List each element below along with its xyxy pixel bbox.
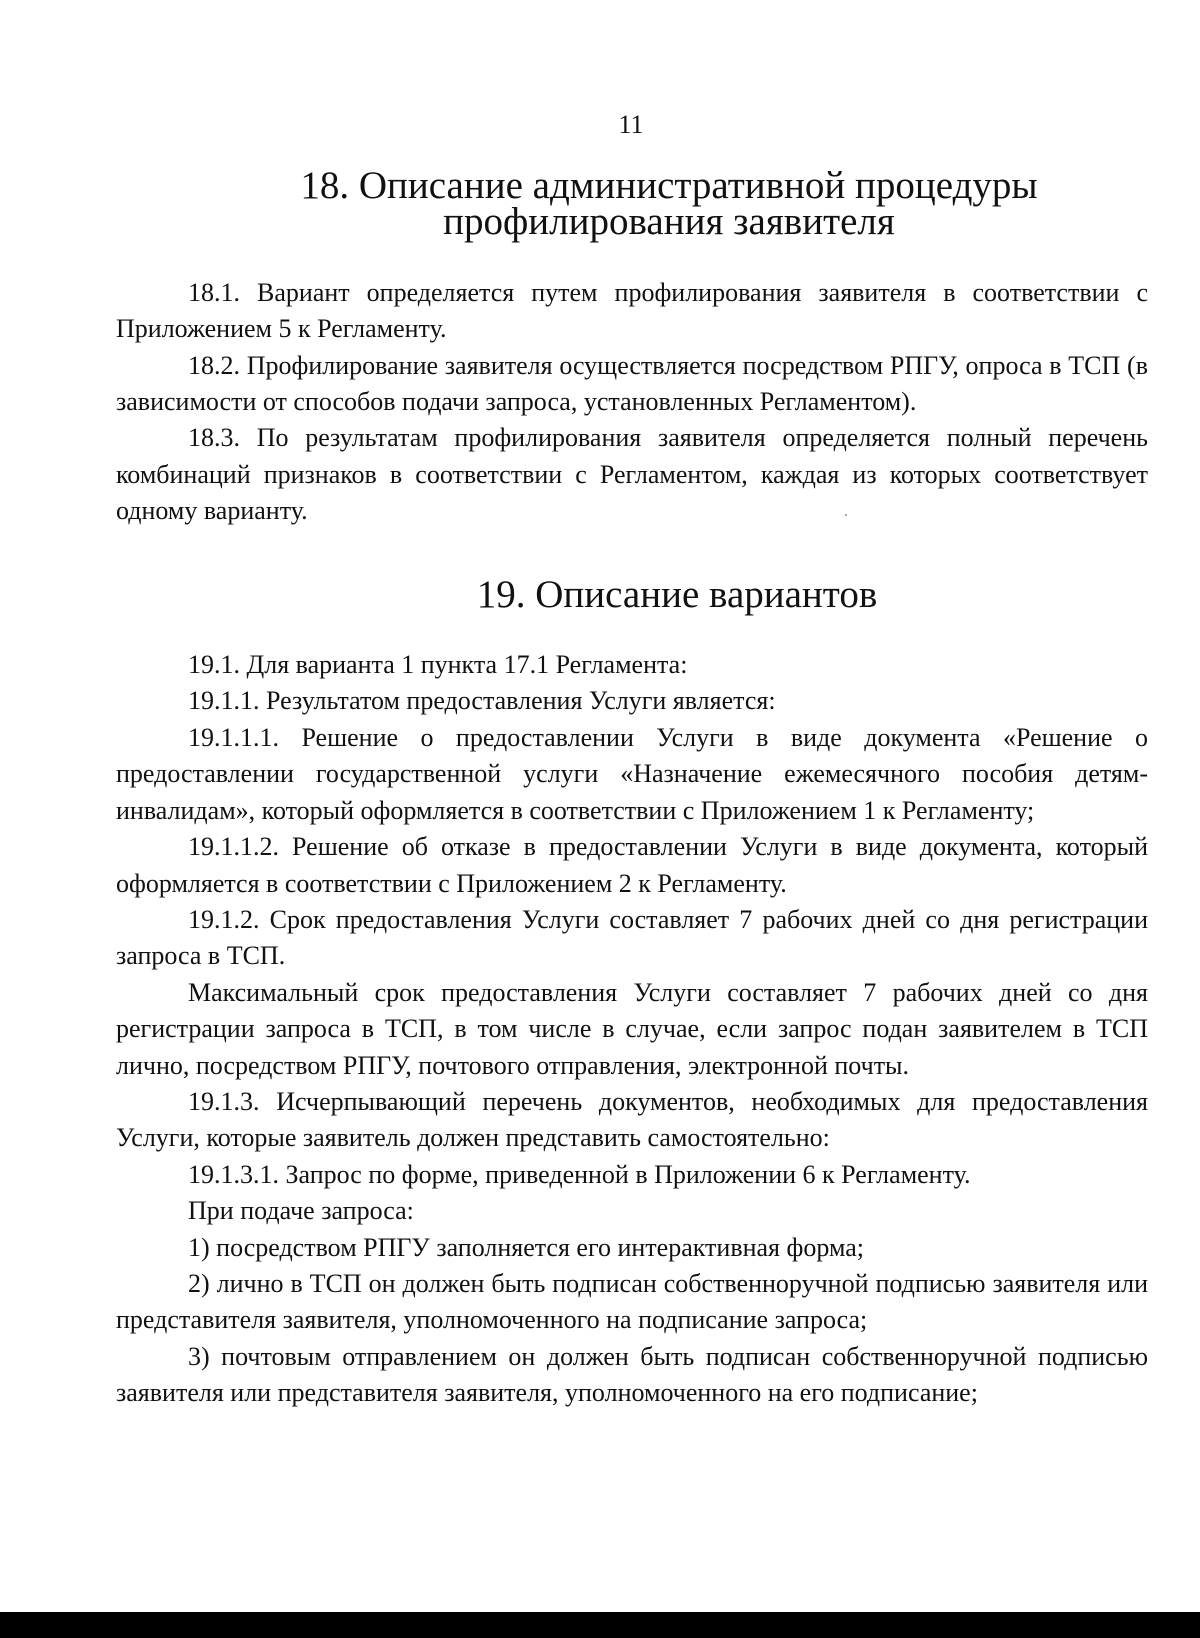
paragraph: При подаче запроса: [188, 1196, 414, 1226]
scan-bottom-edge [0, 1612, 1200, 1638]
section-heading: 18. Описание административной процедуры профилирования заявителя [300, 164, 1038, 244]
paragraph: 19.1.2. Срок предоставления Услуги составляет 7 рабочих дней со дня регистрации запроса в ТСП. [116, 904, 1148, 971]
paragraph: 18.1. Вариант определяется путем профилирования заявителя в соответствии с Приложением 5 к Регламенту. [116, 277, 1148, 344]
paragraph: 19.1.3. Исчерпывающий перечень документов, необходимых для предоставления Услуги, которые заявитель должен представить самостоятельно: [116, 1086, 1148, 1153]
document-body [116, 164, 1148, 1412]
paragraph: Максимальный срок предоставления Услуги составляет 7 рабочих дней со дня регистрации запроса в ТСП, в том числе в случае, если запрос подан заявителем в ТСП лично, посредством РПГУ, почтового отправления, электронной почты. [116, 977, 1148, 1080]
section-19 [116, 572, 1148, 1412]
paragraph: 19.1.1.1. Решение о предоставлении Услуги в виде документа «Решение о предоставлении государственной услуги «Назначение ежемесячного пособия детям-инвалидам», который оформляется в соответствии с Приложением 1 к Регламенту; [116, 722, 1148, 825]
section-heading: 19. Описание вариантов [476, 572, 878, 616]
section-18 [116, 164, 1148, 530]
page-number: 11 [618, 110, 644, 139]
paragraph: 2) лично в ТСП он должен быть подписан собственноручной подписью заявителя или представителя заявителя, уполномоченного на подписание запроса; [116, 1268, 1148, 1335]
paragraph: 18.2. Профилирование заявителя осуществляется посредством РПГУ, опроса в ТСП (в зависимости от способов подачи запроса, установленных Регламентом). [116, 350, 1148, 417]
paragraph: 19.1.3.1. Запрос по форме, приведенной в Приложении 6 к Регламенту. [188, 1159, 971, 1189]
paragraph: 3) почтовым отправлением он должен быть подписан собственноручной подписью заявителя или представителя заявителя, уполномоченного на его подписание; [116, 1341, 1148, 1408]
paragraph: 19.1. Для варианта 1 пункта 17.1 Регламента: [188, 650, 688, 680]
paragraph: 19.1.1. Результатом предоставления Услуги является: [188, 686, 776, 716]
scan-speck [845, 514, 847, 516]
paragraph: 1) посредством РПГУ заполняется его интерактивная форма; [188, 1232, 864, 1262]
paragraph: 18.3. По результатам профилирования заявителя определяется полный перечень комбинаций признаков в соответствии с Регламентом, каждая из которых соответствует одному варианту. [116, 423, 1148, 526]
paragraph: 19.1.1.2. Решение об отказе в предоставлении Услуги в виде документа, который оформляется в соответствии с Приложением 2 к Регламенту. [116, 832, 1148, 898]
